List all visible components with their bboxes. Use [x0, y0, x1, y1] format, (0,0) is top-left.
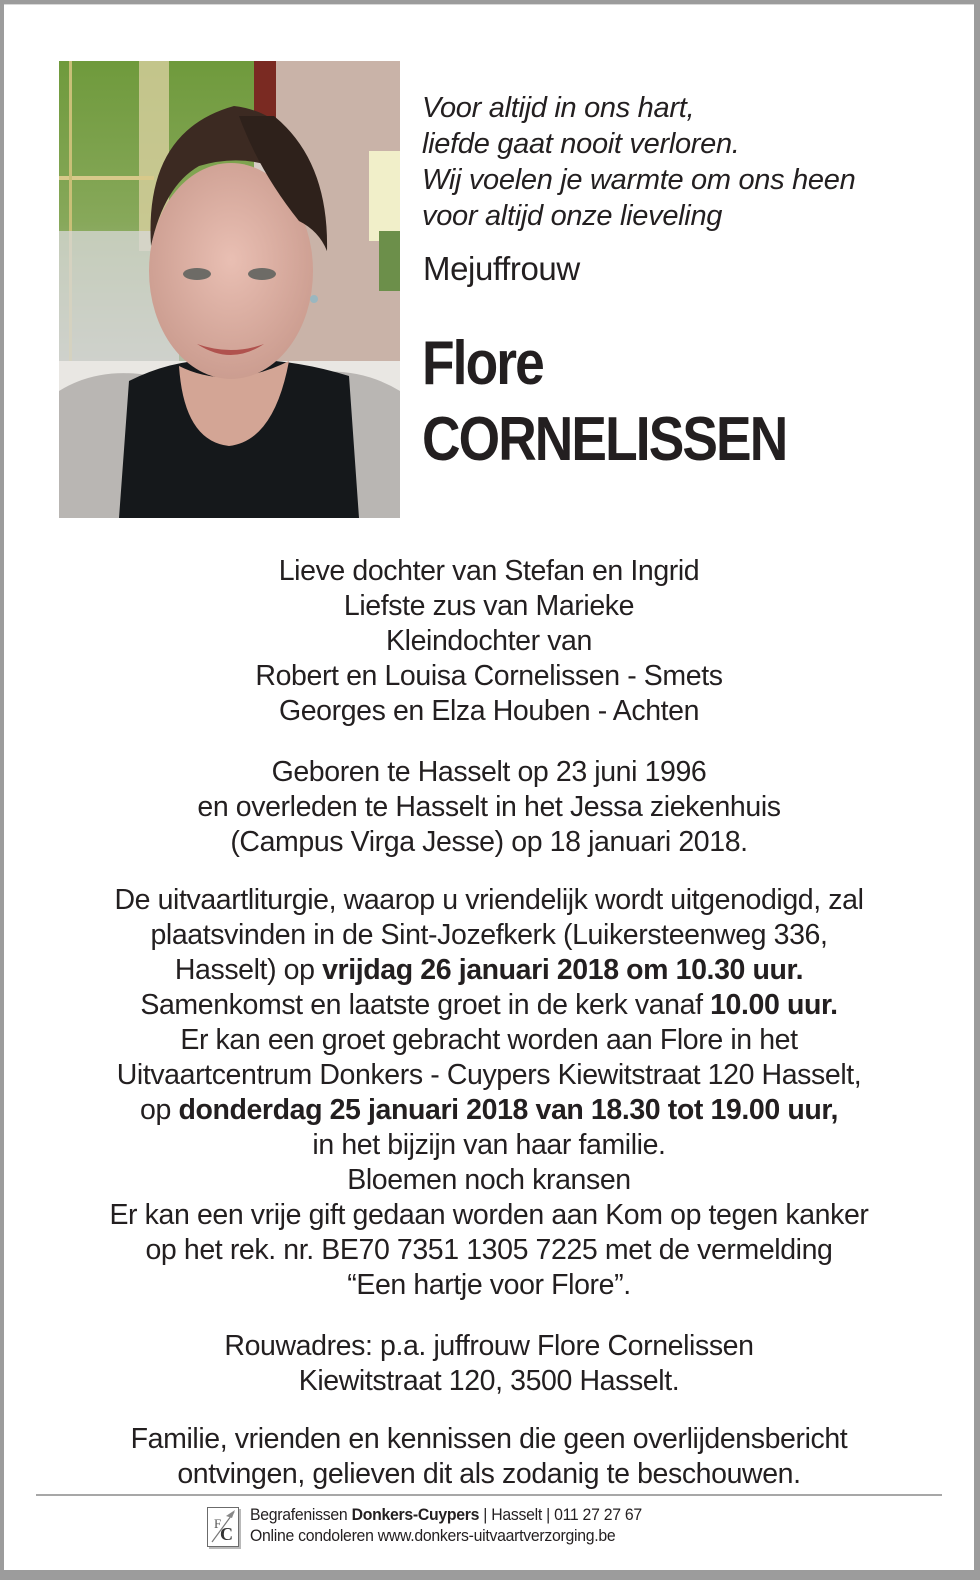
footer-website-line	[250, 1525, 642, 1546]
salutation: Mejuffrouw	[423, 250, 580, 287]
obituary-page	[4, 4, 974, 1570]
birth-death-line: en overleden te Hasselt in het Jessa ziekenhuis	[197, 791, 781, 823]
online-condolence-label: Online condoleren	[250, 1526, 378, 1545]
separator: |	[542, 1505, 555, 1524]
birth-death-line: (Campus Virga Jesse) op 18 januari 2018.	[230, 826, 748, 858]
svg-text:F: F	[214, 1516, 222, 1531]
funeral-line: in het bijzijn van haar familie.	[312, 1129, 666, 1161]
funeral-line: Uitvaartcentrum Donkers - Cuypers Kiewitstraat 120 Hasselt,	[116, 1059, 862, 1091]
donation-line: Er kan een vrije gift gedaan worden aan Kom op tegen kanker	[109, 1199, 869, 1231]
funeral-home-footer	[207, 1504, 671, 1547]
poem-line: Voor altijd in ons hart,	[422, 92, 695, 124]
donation-reference: “Een hartje voor Flore”.	[347, 1269, 631, 1301]
memorial-poem	[422, 90, 855, 234]
last-name: CORNELISSEN	[422, 405, 787, 474]
family-relations	[4, 554, 974, 729]
poem-line: liefde gaat nooit verloren.	[422, 128, 740, 160]
separator: |	[479, 1505, 492, 1524]
gathering-time: 10.00 uur.	[710, 989, 838, 1021]
funeral-details	[4, 883, 974, 1303]
company-phone: 011 27 27 67	[554, 1505, 642, 1524]
family-line: Lieve dochter van Stefan en Ingrid	[278, 555, 700, 587]
family-line: Robert en Louisa Cornelissen - Smets	[255, 660, 723, 692]
funeral-line	[4, 988, 974, 1023]
visitation-text: op	[140, 1094, 179, 1126]
family-line: Liefste zus van Marieke	[343, 590, 635, 622]
deceased-name	[422, 326, 786, 478]
funeral-line: plaatsvinden in de Sint-Jozefkerk (Luikersteenweg 336,	[150, 919, 828, 951]
footer-prefix: Begrafenissen	[250, 1505, 352, 1524]
funeral-line	[4, 953, 974, 988]
donkers-cuypers-logo-icon	[207, 1507, 239, 1547]
gathering-text: Samenkomst en laatste groet in de kerk vanaf	[140, 989, 711, 1021]
visitation-date-time: donderdag 25 januari 2018 van 18.30 tot 19.00 uur,	[178, 1094, 838, 1126]
funeral-date-time: vrijdag 26 januari 2018 om 10.30 uur.	[322, 954, 804, 986]
funeral-line	[4, 1093, 974, 1128]
poem-line: Wij voelen je warmte om ons heen	[422, 164, 856, 196]
donation-account: op het rek. nr. BE70 7351 1305 7225 met de vermelding	[145, 1234, 833, 1266]
notice-line: Familie, vrienden en kennissen die geen overlijdensbericht	[130, 1423, 848, 1455]
closing-notice	[4, 1422, 974, 1492]
family-line: Georges en Elza Houben - Achten	[278, 695, 700, 727]
company-city: Hasselt	[491, 1505, 543, 1524]
family-line: Kleindochter van	[386, 625, 592, 657]
svg-text:C: C	[220, 1524, 233, 1544]
address-line: Kiewitstraat 120, 3500 Hasselt.	[298, 1365, 680, 1397]
footer-text	[250, 1504, 642, 1546]
website-link[interactable]: www.donkers-uitvaartverzorging.be	[377, 1526, 616, 1545]
funeral-line: Er kan een groet gebracht worden aan Flore in het	[180, 1024, 798, 1056]
flowers-note: Bloemen noch kransen	[347, 1164, 631, 1196]
address-line: Rouwadres: p.a. juffrouw Flore Cornelissen	[224, 1330, 754, 1362]
funeral-text: Hasselt) op	[174, 954, 323, 986]
first-name: Flore	[422, 329, 543, 398]
portrait-photo	[59, 61, 400, 518]
funeral-line: De uitvaartliturgie, waarop u vriendelijk wordt uitgenodigd, zal	[114, 884, 864, 916]
birth-death-details	[4, 755, 974, 860]
poem-line: voor altijd onze lieveling	[422, 200, 723, 232]
birth-death-line: Geboren te Hasselt op 23 juni 1996	[271, 756, 707, 788]
footer-divider	[36, 1494, 942, 1496]
notice-line: ontvingen, gelieven dit als zodanig te beschouwen.	[177, 1458, 801, 1490]
footer-company-line	[250, 1504, 642, 1525]
company-name: Donkers-Cuypers	[351, 1505, 480, 1524]
mourning-address	[4, 1329, 974, 1399]
portrait-image	[59, 61, 400, 518]
